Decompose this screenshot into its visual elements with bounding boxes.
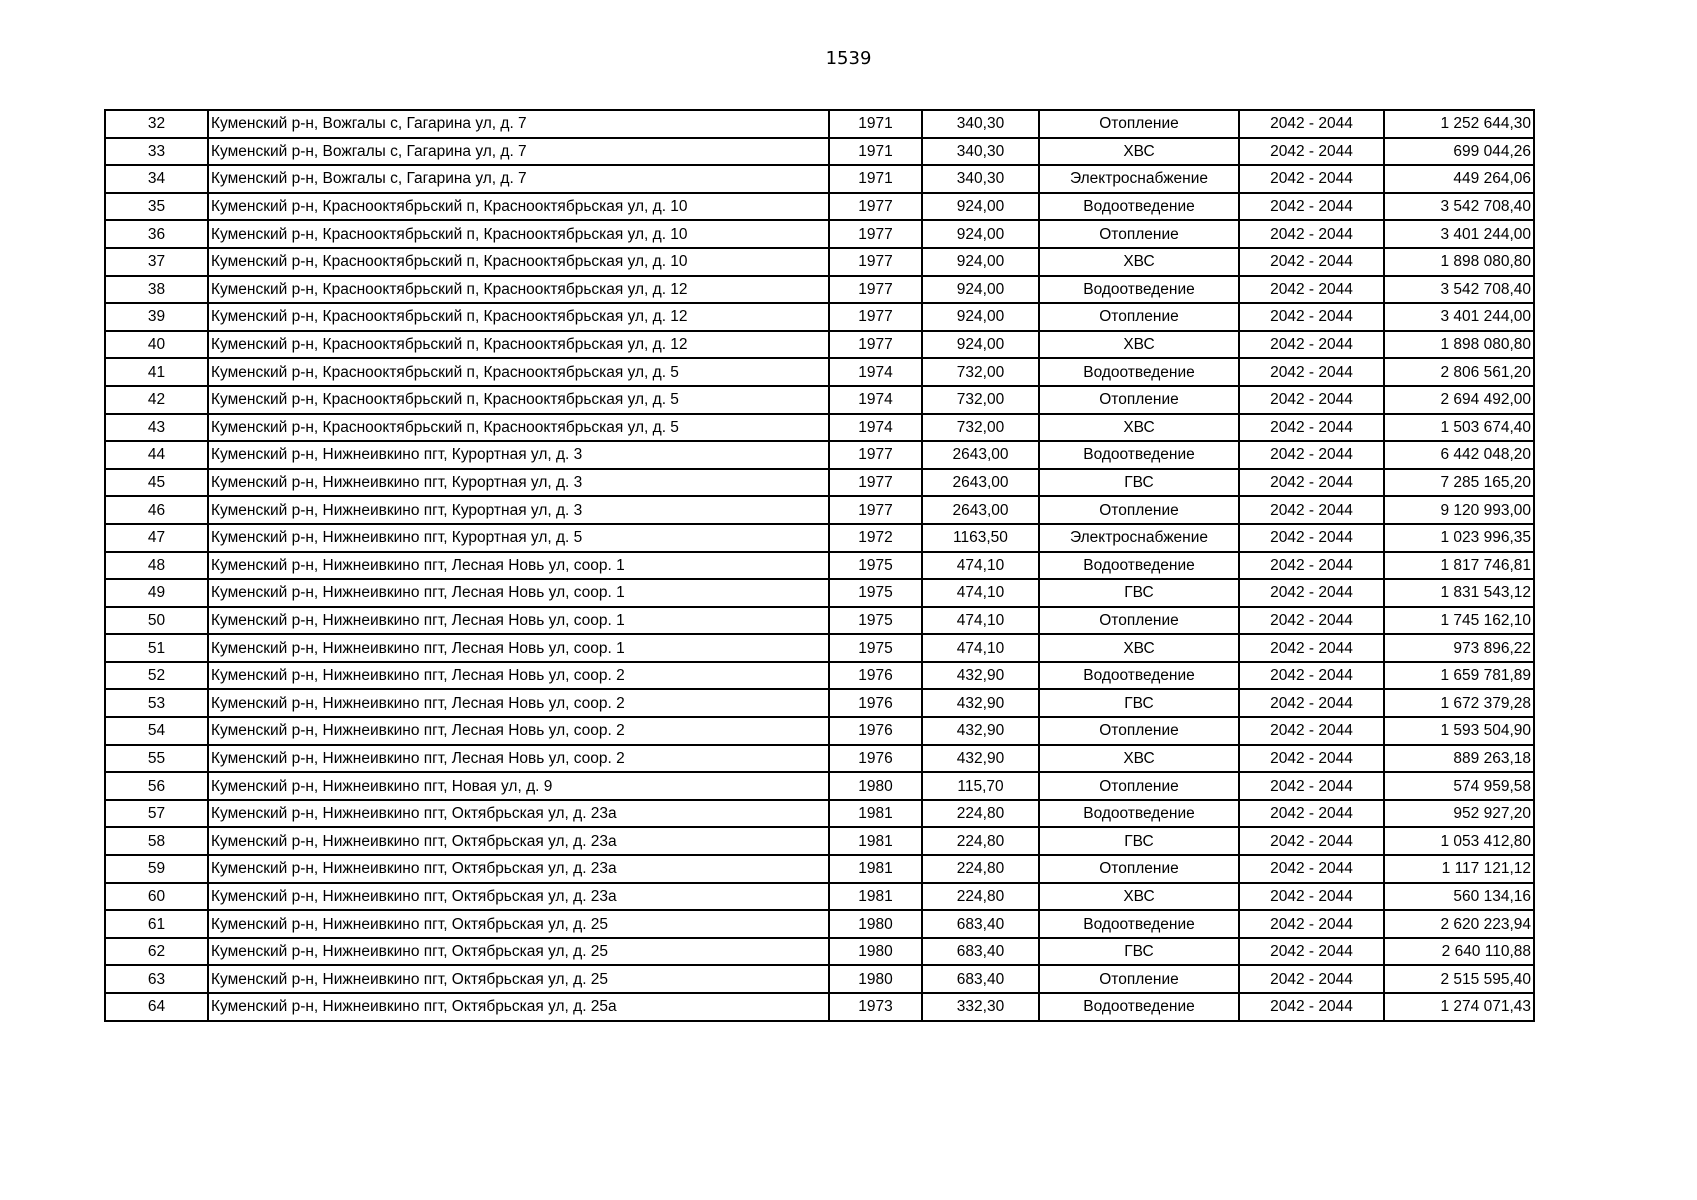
row-number-cell: 39 [105, 303, 208, 331]
work-type-cell: ХВС [1039, 745, 1239, 773]
row-number-cell: 53 [105, 689, 208, 717]
row-number-cell: 50 [105, 607, 208, 635]
address-cell: Куменский р-н, Краснооктябрьский п, Краснооктябрьская ул, д. 5 [208, 386, 829, 414]
area-cell: 732,00 [922, 386, 1039, 414]
table-row [105, 745, 1534, 773]
table-row [105, 800, 1534, 828]
build-year-cell: 1976 [829, 717, 922, 745]
row-number-cell: 36 [105, 220, 208, 248]
area-cell: 224,80 [922, 800, 1039, 828]
row-number-cell: 54 [105, 717, 208, 745]
work-type-cell: Отопление [1039, 607, 1239, 635]
address-cell: Куменский р-н, Краснооктябрьский п, Краснооктябрьская ул, д. 10 [208, 248, 829, 276]
build-year-cell: 1977 [829, 248, 922, 276]
period-cell: 2042 - 2044 [1239, 772, 1384, 800]
cost-cell: 2 694 492,00 [1384, 386, 1534, 414]
table-row [105, 883, 1534, 911]
area-cell: 340,30 [922, 110, 1039, 138]
work-type-cell: ХВС [1039, 331, 1239, 359]
period-cell: 2042 - 2044 [1239, 552, 1384, 580]
area-cell: 474,10 [922, 634, 1039, 662]
row-number-cell: 56 [105, 772, 208, 800]
address-cell: Куменский р-н, Нижнеивкино пгт, Октябрьская ул, д. 23а [208, 800, 829, 828]
table-row [105, 607, 1534, 635]
cost-cell: 1 831 543,12 [1384, 579, 1534, 607]
build-year-cell: 1971 [829, 165, 922, 193]
work-type-cell: ХВС [1039, 414, 1239, 442]
row-number-cell: 42 [105, 386, 208, 414]
table-row [105, 220, 1534, 248]
work-type-cell: Отопление [1039, 303, 1239, 331]
address-cell: Куменский р-н, Краснооктябрьский п, Краснооктябрьская ул, д. 12 [208, 303, 829, 331]
row-number-cell: 61 [105, 910, 208, 938]
address-cell: Куменский р-н, Нижнеивкино пгт, Лесная Новь ул, соор. 2 [208, 717, 829, 745]
area-cell: 683,40 [922, 965, 1039, 993]
build-year-cell: 1976 [829, 689, 922, 717]
work-type-cell: Водоотведение [1039, 662, 1239, 690]
row-number-cell: 40 [105, 331, 208, 359]
cost-cell: 699 044,26 [1384, 138, 1534, 166]
table-row [105, 772, 1534, 800]
build-year-cell: 1976 [829, 662, 922, 690]
area-cell: 474,10 [922, 552, 1039, 580]
period-cell: 2042 - 2044 [1239, 110, 1384, 138]
table-row [105, 496, 1534, 524]
period-cell: 2042 - 2044 [1239, 827, 1384, 855]
period-cell: 2042 - 2044 [1239, 883, 1384, 911]
table-row [105, 993, 1534, 1021]
table-row [105, 634, 1534, 662]
table-row [105, 138, 1534, 166]
address-cell: Куменский р-н, Краснооктябрьский п, Краснооктябрьская ул, д. 10 [208, 220, 829, 248]
work-type-cell: Отопление [1039, 496, 1239, 524]
cost-cell: 1 252 644,30 [1384, 110, 1534, 138]
row-number-cell: 34 [105, 165, 208, 193]
area-cell: 340,30 [922, 138, 1039, 166]
work-type-cell: Водоотведение [1039, 800, 1239, 828]
cost-cell: 1 274 071,43 [1384, 993, 1534, 1021]
period-cell: 2042 - 2044 [1239, 910, 1384, 938]
row-number-cell: 46 [105, 496, 208, 524]
build-year-cell: 1975 [829, 579, 922, 607]
area-cell: 924,00 [922, 303, 1039, 331]
row-number-cell: 37 [105, 248, 208, 276]
work-type-cell: Отопление [1039, 717, 1239, 745]
table-row [105, 938, 1534, 966]
period-cell: 2042 - 2044 [1239, 441, 1384, 469]
cost-cell: 3 542 708,40 [1384, 276, 1534, 304]
build-year-cell: 1976 [829, 745, 922, 773]
period-cell: 2042 - 2044 [1239, 386, 1384, 414]
work-type-cell: Отопление [1039, 220, 1239, 248]
row-number-cell: 62 [105, 938, 208, 966]
area-cell: 224,80 [922, 827, 1039, 855]
row-number-cell: 44 [105, 441, 208, 469]
registry-table [104, 109, 1535, 1022]
period-cell: 2042 - 2044 [1239, 193, 1384, 221]
row-number-cell: 35 [105, 193, 208, 221]
row-number-cell: 43 [105, 414, 208, 442]
address-cell: Куменский р-н, Нижнеивкино пгт, Октябрьская ул, д. 23а [208, 855, 829, 883]
cost-cell: 2 640 110,88 [1384, 938, 1534, 966]
period-cell: 2042 - 2044 [1239, 414, 1384, 442]
area-cell: 474,10 [922, 579, 1039, 607]
cost-cell: 1 898 080,80 [1384, 248, 1534, 276]
table-row [105, 469, 1534, 497]
address-cell: Куменский р-н, Нижнеивкино пгт, Лесная Новь ул, соор. 2 [208, 689, 829, 717]
area-cell: 115,70 [922, 772, 1039, 800]
area-cell: 224,80 [922, 855, 1039, 883]
work-type-cell: Водоотведение [1039, 358, 1239, 386]
cost-cell: 3 542 708,40 [1384, 193, 1534, 221]
row-number-cell: 47 [105, 524, 208, 552]
area-cell: 732,00 [922, 414, 1039, 442]
period-cell: 2042 - 2044 [1239, 303, 1384, 331]
address-cell: Куменский р-н, Вожгалы с, Гагарина ул, д. 7 [208, 138, 829, 166]
cost-cell: 1 745 162,10 [1384, 607, 1534, 635]
table-row [105, 303, 1534, 331]
build-year-cell: 1975 [829, 634, 922, 662]
work-type-cell: ХВС [1039, 883, 1239, 911]
cost-cell: 1 023 996,35 [1384, 524, 1534, 552]
area-cell: 683,40 [922, 910, 1039, 938]
build-year-cell: 1981 [829, 800, 922, 828]
area-cell: 2643,00 [922, 441, 1039, 469]
row-number-cell: 51 [105, 634, 208, 662]
work-type-cell: ГВС [1039, 827, 1239, 855]
area-cell: 924,00 [922, 331, 1039, 359]
cost-cell: 2 515 595,40 [1384, 965, 1534, 993]
build-year-cell: 1972 [829, 524, 922, 552]
table-row [105, 552, 1534, 580]
table-row [105, 717, 1534, 745]
period-cell: 2042 - 2044 [1239, 607, 1384, 635]
cost-cell: 1 672 379,28 [1384, 689, 1534, 717]
build-year-cell: 1980 [829, 910, 922, 938]
build-year-cell: 1971 [829, 110, 922, 138]
period-cell: 2042 - 2044 [1239, 662, 1384, 690]
cost-cell: 574 959,58 [1384, 772, 1534, 800]
build-year-cell: 1981 [829, 883, 922, 911]
period-cell: 2042 - 2044 [1239, 745, 1384, 773]
cost-cell: 973 896,22 [1384, 634, 1534, 662]
address-cell: Куменский р-н, Нижнеивкино пгт, Курортная ул, д. 5 [208, 524, 829, 552]
build-year-cell: 1981 [829, 827, 922, 855]
address-cell: Куменский р-н, Нижнеивкино пгт, Октябрьская ул, д. 25а [208, 993, 829, 1021]
work-type-cell: Водоотведение [1039, 552, 1239, 580]
area-cell: 683,40 [922, 938, 1039, 966]
period-cell: 2042 - 2044 [1239, 800, 1384, 828]
address-cell: Куменский р-н, Нижнеивкино пгт, Лесная Новь ул, соор. 2 [208, 745, 829, 773]
work-type-cell: ГВС [1039, 938, 1239, 966]
cost-cell: 3 401 244,00 [1384, 220, 1534, 248]
table-row [105, 524, 1534, 552]
table-row [105, 331, 1534, 359]
area-cell: 732,00 [922, 358, 1039, 386]
address-cell: Куменский р-н, Краснооктябрьский п, Краснооктябрьская ул, д. 12 [208, 276, 829, 304]
address-cell: Куменский р-н, Нижнеивкино пгт, Лесная Новь ул, соор. 1 [208, 552, 829, 580]
work-type-cell: Водоотведение [1039, 193, 1239, 221]
address-cell: Куменский р-н, Нижнеивкино пгт, Октябрьская ул, д. 25 [208, 965, 829, 993]
table-row [105, 441, 1534, 469]
row-number-cell: 48 [105, 552, 208, 580]
address-cell: Куменский р-н, Вожгалы с, Гагарина ул, д. 7 [208, 110, 829, 138]
work-type-cell: ГВС [1039, 689, 1239, 717]
build-year-cell: 1977 [829, 303, 922, 331]
row-number-cell: 33 [105, 138, 208, 166]
area-cell: 432,90 [922, 717, 1039, 745]
work-type-cell: Отопление [1039, 386, 1239, 414]
area-cell: 924,00 [922, 220, 1039, 248]
period-cell: 2042 - 2044 [1239, 965, 1384, 993]
table-row [105, 662, 1534, 690]
period-cell: 2042 - 2044 [1239, 579, 1384, 607]
row-number-cell: 55 [105, 745, 208, 773]
work-type-cell: ХВС [1039, 138, 1239, 166]
row-number-cell: 32 [105, 110, 208, 138]
period-cell: 2042 - 2044 [1239, 689, 1384, 717]
build-year-cell: 1974 [829, 386, 922, 414]
address-cell: Куменский р-н, Нижнеивкино пгт, Курортная ул, д. 3 [208, 441, 829, 469]
work-type-cell: ХВС [1039, 248, 1239, 276]
table-row [105, 386, 1534, 414]
build-year-cell: 1973 [829, 993, 922, 1021]
work-type-cell: Отопление [1039, 110, 1239, 138]
build-year-cell: 1977 [829, 220, 922, 248]
row-number-cell: 38 [105, 276, 208, 304]
address-cell: Куменский р-н, Краснооктябрьский п, Краснооктябрьская ул, д. 10 [208, 193, 829, 221]
period-cell: 2042 - 2044 [1239, 469, 1384, 497]
cost-cell: 1 503 674,40 [1384, 414, 1534, 442]
cost-cell: 560 134,16 [1384, 883, 1534, 911]
table-row [105, 965, 1534, 993]
area-cell: 2643,00 [922, 496, 1039, 524]
table-row [105, 855, 1534, 883]
area-cell: 2643,00 [922, 469, 1039, 497]
cost-cell: 952 927,20 [1384, 800, 1534, 828]
address-cell: Куменский р-н, Краснооктябрьский п, Краснооктябрьская ул, д. 12 [208, 331, 829, 359]
row-number-cell: 60 [105, 883, 208, 911]
address-cell: Куменский р-н, Нижнеивкино пгт, Октябрьская ул, д. 25 [208, 938, 829, 966]
build-year-cell: 1981 [829, 855, 922, 883]
table-row [105, 248, 1534, 276]
area-cell: 224,80 [922, 883, 1039, 911]
table-row [105, 414, 1534, 442]
period-cell: 2042 - 2044 [1239, 524, 1384, 552]
cost-cell: 1 593 504,90 [1384, 717, 1534, 745]
cost-cell: 889 263,18 [1384, 745, 1534, 773]
registry-table-body [105, 110, 1534, 1021]
address-cell: Куменский р-н, Вожгалы с, Гагарина ул, д. 7 [208, 165, 829, 193]
address-cell: Куменский р-н, Нижнеивкино пгт, Октябрьская ул, д. 25 [208, 910, 829, 938]
build-year-cell: 1975 [829, 607, 922, 635]
table-row [105, 689, 1534, 717]
build-year-cell: 1977 [829, 469, 922, 497]
row-number-cell: 63 [105, 965, 208, 993]
row-number-cell: 45 [105, 469, 208, 497]
area-cell: 340,30 [922, 165, 1039, 193]
row-number-cell: 41 [105, 358, 208, 386]
table-row [105, 910, 1534, 938]
period-cell: 2042 - 2044 [1239, 634, 1384, 662]
row-number-cell: 52 [105, 662, 208, 690]
area-cell: 332,30 [922, 993, 1039, 1021]
build-year-cell: 1971 [829, 138, 922, 166]
address-cell: Куменский р-н, Нижнеивкино пгт, Лесная Новь ул, соор. 1 [208, 579, 829, 607]
work-type-cell: ГВС [1039, 469, 1239, 497]
table-row [105, 276, 1534, 304]
period-cell: 2042 - 2044 [1239, 993, 1384, 1021]
period-cell: 2042 - 2044 [1239, 496, 1384, 524]
address-cell: Куменский р-н, Нижнеивкино пгт, Новая ул, д. 9 [208, 772, 829, 800]
address-cell: Куменский р-н, Нижнеивкино пгт, Лесная Новь ул, соор. 2 [208, 662, 829, 690]
work-type-cell: Водоотведение [1039, 910, 1239, 938]
build-year-cell: 1977 [829, 276, 922, 304]
period-cell: 2042 - 2044 [1239, 165, 1384, 193]
build-year-cell: 1974 [829, 358, 922, 386]
period-cell: 2042 - 2044 [1239, 220, 1384, 248]
build-year-cell: 1977 [829, 193, 922, 221]
period-cell: 2042 - 2044 [1239, 358, 1384, 386]
area-cell: 432,90 [922, 662, 1039, 690]
row-number-cell: 59 [105, 855, 208, 883]
cost-cell: 3 401 244,00 [1384, 303, 1534, 331]
area-cell: 924,00 [922, 193, 1039, 221]
table-row [105, 358, 1534, 386]
area-cell: 924,00 [922, 248, 1039, 276]
work-type-cell: ХВС [1039, 634, 1239, 662]
cost-cell: 2 620 223,94 [1384, 910, 1534, 938]
period-cell: 2042 - 2044 [1239, 855, 1384, 883]
cost-cell: 1 053 412,80 [1384, 827, 1534, 855]
build-year-cell: 1975 [829, 552, 922, 580]
address-cell: Куменский р-н, Нижнеивкино пгт, Курортная ул, д. 3 [208, 469, 829, 497]
work-type-cell: ГВС [1039, 579, 1239, 607]
period-cell: 2042 - 2044 [1239, 331, 1384, 359]
page-number: 1539 [825, 48, 872, 69]
cost-cell: 1 898 080,80 [1384, 331, 1534, 359]
cost-cell: 7 285 165,20 [1384, 469, 1534, 497]
cost-cell: 449 264,06 [1384, 165, 1534, 193]
build-year-cell: 1977 [829, 331, 922, 359]
work-type-cell: Водоотведение [1039, 993, 1239, 1021]
cost-cell: 1 659 781,89 [1384, 662, 1534, 690]
table-row [105, 193, 1534, 221]
period-cell: 2042 - 2044 [1239, 138, 1384, 166]
table-row [105, 165, 1534, 193]
address-cell: Куменский р-н, Нижнеивкино пгт, Лесная Новь ул, соор. 1 [208, 634, 829, 662]
work-type-cell: Отопление [1039, 772, 1239, 800]
work-type-cell: Отопление [1039, 855, 1239, 883]
address-cell: Куменский р-н, Нижнеивкино пгт, Лесная Новь ул, соор. 1 [208, 607, 829, 635]
cost-cell: 2 806 561,20 [1384, 358, 1534, 386]
area-cell: 474,10 [922, 607, 1039, 635]
build-year-cell: 1980 [829, 965, 922, 993]
work-type-cell: Водоотведение [1039, 441, 1239, 469]
period-cell: 2042 - 2044 [1239, 717, 1384, 745]
cost-cell: 1 817 746,81 [1384, 552, 1534, 580]
build-year-cell: 1980 [829, 938, 922, 966]
period-cell: 2042 - 2044 [1239, 248, 1384, 276]
build-year-cell: 1977 [829, 496, 922, 524]
period-cell: 2042 - 2044 [1239, 276, 1384, 304]
table-row [105, 579, 1534, 607]
table-row [105, 827, 1534, 855]
row-number-cell: 49 [105, 579, 208, 607]
address-cell: Куменский р-н, Нижнеивкино пгт, Октябрьская ул, д. 23а [208, 827, 829, 855]
period-cell: 2042 - 2044 [1239, 938, 1384, 966]
work-type-cell: Отопление [1039, 965, 1239, 993]
address-cell: Куменский р-н, Нижнеивкино пгт, Курортная ул, д. 3 [208, 496, 829, 524]
area-cell: 432,90 [922, 745, 1039, 773]
work-type-cell: Водоотведение [1039, 276, 1239, 304]
address-cell: Куменский р-н, Нижнеивкино пгт, Октябрьская ул, д. 23а [208, 883, 829, 911]
cost-cell: 9 120 993,00 [1384, 496, 1534, 524]
area-cell: 1163,50 [922, 524, 1039, 552]
area-cell: 432,90 [922, 689, 1039, 717]
address-cell: Куменский р-н, Краснооктябрьский п, Краснооктябрьская ул, д. 5 [208, 358, 829, 386]
work-type-cell: Электроснабжение [1039, 165, 1239, 193]
area-cell: 924,00 [922, 276, 1039, 304]
cost-cell: 1 117 121,12 [1384, 855, 1534, 883]
row-number-cell: 57 [105, 800, 208, 828]
build-year-cell: 1974 [829, 414, 922, 442]
build-year-cell: 1980 [829, 772, 922, 800]
row-number-cell: 64 [105, 993, 208, 1021]
build-year-cell: 1977 [829, 441, 922, 469]
address-cell: Куменский р-н, Краснооктябрьский п, Краснооктябрьская ул, д. 5 [208, 414, 829, 442]
row-number-cell: 58 [105, 827, 208, 855]
cost-cell: 6 442 048,20 [1384, 441, 1534, 469]
table-row [105, 110, 1534, 138]
work-type-cell: Электроснабжение [1039, 524, 1239, 552]
